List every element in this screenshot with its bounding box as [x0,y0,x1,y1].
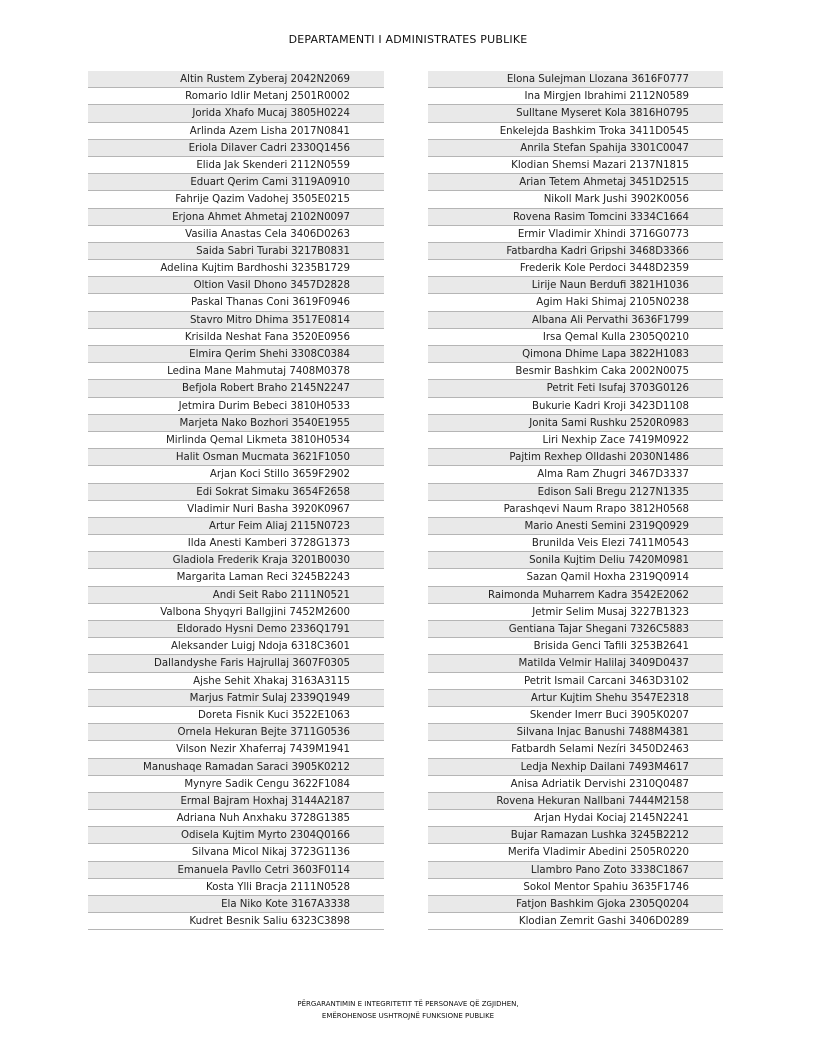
list-item: Edison Sali Bregu 2127N1335 [428,484,723,501]
list-item: Vladimir Nuri Basha 3920K0967 [88,501,384,518]
list-item: Albana Ali Pervathi 3636F1799 [428,312,723,329]
list-item: Rovena Hekuran Nallbani 7444M2158 [428,793,723,810]
list-item: Ledja Nexhip Dailani 7493M4617 [428,759,723,776]
list-item: Fatbardha Kadri Gripshi 3468D3366 [428,243,723,260]
list-item: Silvana Injac Banushi 7488M4381 [428,724,723,741]
list-item: Elida Jak Skenderi 2112N0559 [88,157,384,174]
list-item: Parashqevi Naum Rrapo 3812H0568 [428,501,723,518]
list-item: Elmira Qerim Shehi 3308C0384 [88,346,384,363]
right-name-list [428,71,723,930]
list-item: Silvana Micol Nikaj 3723G1136 [88,844,384,861]
list-item: Lirije Naun Berdufi 3821H1036 [428,277,723,294]
list-item: Besmir Bashkim Caka 2002N0075 [428,363,723,380]
list-item: Sokol Mentor Spahiu 3635F1746 [428,879,723,896]
list-item: Brunilda Veis Elezi 7411M0543 [428,535,723,552]
list-item: Elona Sulejman Llozana 3616F0777 [428,71,723,88]
list-item: Edi Sokrat Simaku 3654F2658 [88,484,384,501]
list-item: Mirlinda Qemal Likmeta 3810H0534 [88,432,384,449]
list-item: Mynyre Sadik Cengu 3622F1084 [88,776,384,793]
list-item: Arjan Hydai Kociaj 2145N2241 [428,810,723,827]
list-item: Jonita Sami Rushku 2520R0983 [428,415,723,432]
list-item: Frederik Kole Perdoci 3448D2359 [428,260,723,277]
list-item: Arian Tetem Ahmetaj 3451D2515 [428,174,723,191]
list-item: Klodian Zemrit Gashi 3406D0289 [428,913,723,930]
list-item: Jetmir Selim Musaj 3227B1323 [428,604,723,621]
list-item: Anisa Adriatik Dervishi 2310Q0487 [428,776,723,793]
list-item: Raimonda Muharrem Kadra 3542E2062 [428,587,723,604]
list-item: Ermal Bajram Hoxhaj 3144A2187 [88,793,384,810]
list-item: Fahrije Qazim Vadohej 3505E0215 [88,191,384,208]
left-name-list [88,71,384,930]
list-item: Rovena Rasim Tomcini 3334C1664 [428,209,723,226]
list-item: Artur Feim Aliaj 2115N0723 [88,518,384,535]
list-item: Sazan Qamil Hoxha 2319Q0914 [428,569,723,586]
list-item: Ajshe Sehit Xhakaj 3163A3115 [88,673,384,690]
document-title: DEPARTAMENTI I ADMINISTRATES PUBLIKE [288,33,528,46]
list-item: Arjan Koci Stillo 3659F2902 [88,466,384,483]
list-item: Merifa Vladimir Abedini 2505R0220 [428,844,723,861]
list-item: Gentiana Tajar Shegani 7326C5883 [428,621,723,638]
list-item: Klodian Shemsi Mazari 2137N1815 [428,157,723,174]
list-item: Stavro Mitro Dhima 3517E0814 [88,312,384,329]
list-item: Sonila Kujtim Deliu 7420M0981 [428,552,723,569]
list-item: Bukurie Kadri Kroji 3423D1108 [428,398,723,415]
list-item: Adriana Nuh Anxhaku 3728G1385 [88,810,384,827]
list-item: Emanuela Pavllo Cetri 3603F0114 [88,862,384,879]
list-item: Kudret Besnik Saliu 6323C3898 [88,913,384,930]
list-item: Marjeta Nako Bozhori 3540E1955 [88,415,384,432]
list-item: Ilda Anesti Kamberi 3728G1373 [88,535,384,552]
list-item: Adelina Kujtim Bardhoshi 3235B1729 [88,260,384,277]
list-item: Qimona Dhime Lapa 3822H1083 [428,346,723,363]
list-item: Agim Haki Shimaj 2105N0238 [428,294,723,311]
list-item: Artur Kujtim Shehu 3547E2318 [428,690,723,707]
list-item: Jorida Xhafo Mucaj 3805H0224 [88,105,384,122]
list-item: Oltion Vasil Dhono 3457D2828 [88,277,384,294]
list-item: Valbona Shyqyri Ballgjini 7452M2600 [88,604,384,621]
list-item: Befjola Robert Braho 2145N2247 [88,380,384,397]
list-item: Ina Mirgjen Ibrahimi 2112N0589 [428,88,723,105]
list-item: Fatjon Bashkim Gjoka 2305Q0204 [428,896,723,913]
list-item: Altin Rustem Zyberaj 2042N2069 [88,71,384,88]
list-item: Fatbardh Selami Nezíri 3450D2463 [428,741,723,758]
list-item: Ornela Hekuran Bejte 3711G0536 [88,724,384,741]
list-item: Paskal Thanas Coni 3619F0946 [88,294,384,311]
list-item: Llambro Pano Zoto 3338C1867 [428,862,723,879]
list-item: Pajtim Rexhep Olldashi 2030N1486 [428,449,723,466]
list-item: Skender Imerr Buci 3905K0207 [428,707,723,724]
list-item: Enkelejda Bashkim Troka 3411D0545 [428,123,723,140]
list-item: Brisida Genci Tafili 3253B2641 [428,638,723,655]
list-item: Ledina Mane Mahmutaj 7408M0378 [88,363,384,380]
list-item: Margarita Laman Reci 3245B2243 [88,569,384,586]
list-item: Halit Osman Mucmata 3621F1050 [88,449,384,466]
list-item: Eriola Dilaver Cadri 2330Q1456 [88,140,384,157]
list-item: Arlinda Azem Lisha 2017N0841 [88,123,384,140]
list-item: Manushaqe Ramadan Saraci 3905K0212 [88,759,384,776]
list-item: Romario Idlir Metanj 2501R0002 [88,88,384,105]
list-item: Andi Seit Rabo 2111N0521 [88,587,384,604]
list-item: Mario Anesti Semini 2319Q0929 [428,518,723,535]
list-item: Bujar Ramazan Lushka 3245B2212 [428,827,723,844]
list-item: Sulltane Myseret Kola 3816H0795 [428,105,723,122]
list-item: Anrila Stefan Spahija 3301C0047 [428,140,723,157]
list-item: Vilson Nezir Xhaferraj 7439M1941 [88,741,384,758]
list-item: Ermir Vladimir Xhindi 3716G0773 [428,226,723,243]
list-item: Alma Ram Zhugri 3467D3337 [428,466,723,483]
list-item: Dallandyshe Faris Hajrullaj 3607F0305 [88,655,384,672]
list-item: Petrit Feti Isufaj 3703G0126 [428,380,723,397]
list-item: Ela Niko Kote 3167A3338 [88,896,384,913]
list-item: Marjus Fatmir Sulaj 2339Q1949 [88,690,384,707]
list-item: Erjona Ahmet Ahmetaj 2102N0097 [88,209,384,226]
list-item: Odisela Kujtim Myrto 2304Q0166 [88,827,384,844]
list-item: Krisilda Neshat Fana 3520E0956 [88,329,384,346]
list-item: Petrit Ismail Carcani 3463D3102 [428,673,723,690]
list-item: Nikoll Mark Jushi 3902K0056 [428,191,723,208]
list-item: Kosta Ylli Bracja 2111N0528 [88,879,384,896]
list-item: Doreta Fisnik Kuci 3522E1063 [88,707,384,724]
list-item: Irsa Qemal Kulla 2305Q0210 [428,329,723,346]
list-item: Saida Sabri Turabi 3217B0831 [88,243,384,260]
list-item: Aleksander Luigj Ndoja 6318C3601 [88,638,384,655]
list-item: Matilda Velmir Halilaj 3409D0437 [428,655,723,672]
footer-line-2: EMËROHENOSE USHTROJNË FUNKSIONE PUBLIKE [321,1012,495,1020]
list-item: Jetmira Durim Bebeci 3810H0533 [88,398,384,415]
list-item: Eldorado Hysni Demo 2336Q1791 [88,621,384,638]
list-item: Gladiola Frederik Kraja 3201B0030 [88,552,384,569]
footer [0,998,816,1022]
list-item: Vasilia Anastas Cela 3406D0263 [88,226,384,243]
list-item: Eduart Qerim Cami 3119A0910 [88,174,384,191]
footer-line-1: PËRGARANTIMIN E INTEGRITETIT TË PERSONAVE QË ZGJIDHEN, [297,1000,519,1008]
list-item: Liri Nexhip Zace 7419M0922 [428,432,723,449]
